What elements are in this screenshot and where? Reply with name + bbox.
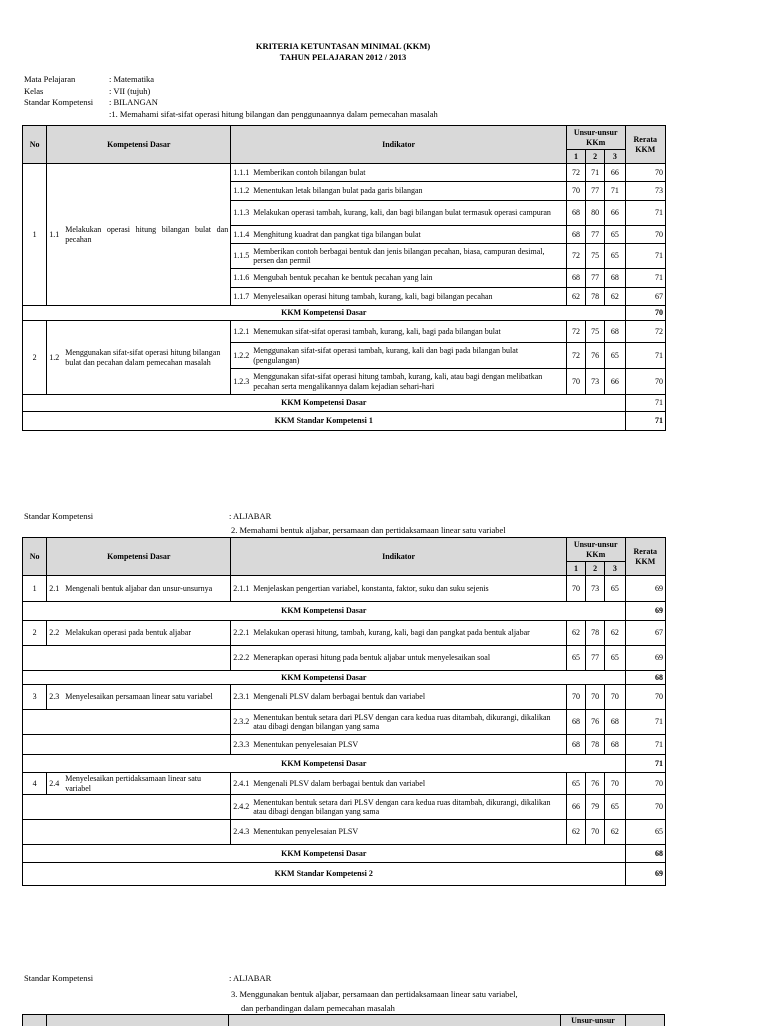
indikator-cell: 1.2.2 Menggunakan sifat-sifat operasi tambah, kurang, kali dan bagi pada bilangan bulat (pengulangan) xyxy=(231,343,567,369)
header-kd: Kompetensi Dasar xyxy=(47,538,231,576)
rerata-cell: 70 xyxy=(625,685,665,710)
u2-cell: 78 xyxy=(586,288,605,306)
header-no: No xyxy=(23,126,47,164)
indikator-cell: 1.1.2 Menentukan letak bilangan bulat pada garis bilangan xyxy=(231,182,567,201)
kd-cell: 2.2 Melakukan operasi pada bentuk aljabar xyxy=(47,621,231,646)
kkm-kd-value: 71 xyxy=(625,755,665,773)
header-indikator: Indikator xyxy=(231,126,567,164)
kd-empty-cell xyxy=(23,735,231,755)
kd-empty-cell xyxy=(23,646,231,671)
table-row xyxy=(23,773,666,795)
kd-cell: 2.4 Menyelesaikan pertidaksamaan linear satu variabel xyxy=(47,773,231,795)
kkm-kd-row xyxy=(23,306,666,321)
indikator-cell: 2.2.1 Melakukan operasi hitung, tambah, kurang, kali, bagi dan pangkat pada bentuk aljabar xyxy=(231,621,567,646)
u3-cell: 68 xyxy=(605,735,625,755)
header-u3: 3 xyxy=(605,562,625,576)
indikator-cell: 1.1.1 Memberikan contoh bilangan bulat xyxy=(231,164,567,182)
u1-cell: 62 xyxy=(566,820,585,845)
indikator-cell: 1.2.1 Menemukan sifat-sifat operasi tambah, kurang, kali, bagi pada bilangan bulat xyxy=(231,321,567,343)
u3-cell: 68 xyxy=(605,321,625,343)
u2-cell: 78 xyxy=(586,735,605,755)
rerata-cell: 70 xyxy=(625,773,665,795)
table-row xyxy=(23,795,666,820)
u3-cell: 62 xyxy=(605,288,625,306)
rerata-cell: 67 xyxy=(625,621,665,646)
rerata-cell: 67 xyxy=(625,288,665,306)
u3-cell: 65 xyxy=(605,244,625,269)
table-row xyxy=(23,735,666,755)
rerata-cell: 71 xyxy=(625,710,665,735)
kd-empty-cell xyxy=(23,710,231,735)
sk2-label: Standar Kompetensi xyxy=(24,511,94,521)
header-indikator: Indikator xyxy=(231,538,567,576)
u1-cell: 68 xyxy=(566,735,585,755)
info-standar-kompetensi: Standar Kompetensi : BILANGAN xyxy=(24,97,158,107)
kkm-kd-value: 71 xyxy=(625,395,665,412)
kkm-table-1 xyxy=(22,125,666,431)
u3-cell: 70 xyxy=(605,685,625,710)
u2-cell: 76 xyxy=(586,343,605,369)
table-row xyxy=(23,820,666,845)
kkm-sk-value: 71 xyxy=(625,412,665,431)
rerata-cell: 71 xyxy=(625,735,665,755)
indikator-cell: 1.1.5 Memberikan contoh berbagai bentuk dan jenis bilangan pecahan, biasa, campuran desimal, persen dan permil xyxy=(231,244,567,269)
info-mata-pelajaran: Mata Pelajaran : Matematika xyxy=(24,74,155,84)
kkm-kd-row xyxy=(23,845,666,863)
u1-cell: 72 xyxy=(566,164,585,182)
kd-empty-cell xyxy=(23,795,231,820)
info-kelas: Kelas : VII (tujuh) xyxy=(24,86,151,96)
header-no: No xyxy=(23,538,47,576)
u2-cell: 71 xyxy=(586,164,605,182)
indikator-cell: 1.1.3 Melakukan operasi tambah, kurang, kali, dan bagi bilangan bulat termasuk operasi campuran xyxy=(231,201,567,226)
header-u1: 1 xyxy=(566,150,585,164)
u1-cell: 66 xyxy=(566,795,585,820)
kd-cell: 2.1 Mengenali bentuk aljabar dan unsur-unsurnya xyxy=(47,576,231,602)
u3-cell: 70 xyxy=(605,773,625,795)
header-kd: Kompetensi Dasar xyxy=(47,126,231,164)
u3-cell: 65 xyxy=(605,795,625,820)
kkm-kd-value: 70 xyxy=(625,306,665,321)
indikator-cell: 2.4.2 Menentukan bentuk setara dari PLSV dengan cara kedua ruas ditambah, dikurangi, dikalikan atau dibagi dengan bilangan yang sama xyxy=(231,795,567,820)
u1-cell: 70 xyxy=(566,685,585,710)
u2-cell: 75 xyxy=(586,321,605,343)
u3-cell: 65 xyxy=(605,646,625,671)
u2-cell: 70 xyxy=(586,685,605,710)
rerata-cell: 70 xyxy=(625,795,665,820)
indikator-cell: 2.2.2 Menerapkan operasi hitung pada bentuk aljabar untuk menyelesaikan soal xyxy=(231,646,567,671)
u2-cell: 78 xyxy=(586,621,605,646)
indikator-cell: 1.1.6 Mengubah bentuk pecahan ke bentuk pecahan yang lain xyxy=(231,269,567,288)
table-row xyxy=(23,621,666,646)
u3-cell: 71 xyxy=(605,182,625,201)
u2-cell: 75 xyxy=(586,244,605,269)
u2-cell: 77 xyxy=(586,269,605,288)
kkm-sk-row xyxy=(23,863,666,886)
rerata-cell: 71 xyxy=(625,343,665,369)
u1-cell: 62 xyxy=(566,288,585,306)
u2-cell: 77 xyxy=(586,182,605,201)
indikator-cell: 1.2.3 Menggunakan sifat-sifat operasi hitung tambah, kurang, kali, atau bagi dengan melibatkan pecahan serta mengalikannya dalam kejadian sehari-hari xyxy=(231,369,567,395)
table-row xyxy=(23,685,666,710)
u3-cell: 66 xyxy=(605,201,625,226)
header-u1: 1 xyxy=(566,562,585,576)
table-row xyxy=(23,576,666,602)
kkm-kd-value: 68 xyxy=(625,671,665,685)
u2-cell: 76 xyxy=(586,710,605,735)
sk3-label: Standar Kompetensi xyxy=(24,973,94,983)
kkm-kd-row xyxy=(23,671,666,685)
u1-cell: 72 xyxy=(566,244,585,269)
kkm-kd-label: KKM Kompetensi Dasar xyxy=(23,671,626,685)
rerata-cell: 72 xyxy=(625,321,665,343)
u2-cell: 77 xyxy=(586,226,605,244)
header-u2: 2 xyxy=(586,562,605,576)
header-unsur: Unsur-unsur KKm xyxy=(566,538,625,562)
u3-cell: 65 xyxy=(605,576,625,602)
indikator-cell: 2.3.1 Mengenali PLSV dalam berbagai bentuk dan variabel xyxy=(231,685,567,710)
sk3-value: : ALJABAR xyxy=(229,973,272,983)
u1-cell: 68 xyxy=(566,710,585,735)
u1-cell: 70 xyxy=(566,576,585,602)
kkm-kd-label: KKM Kompetensi Dasar xyxy=(23,755,626,773)
doc-title: KRITERIA KETUNTASAN MINIMAL (KKM) xyxy=(255,41,431,51)
doc-subtitle: TAHUN PELAJARAN 2012 / 2013 xyxy=(279,52,407,62)
u2-cell: 73 xyxy=(586,369,605,395)
header-rerata: Rerata KKM xyxy=(625,538,665,576)
u1-cell: 72 xyxy=(566,321,585,343)
u3-cell: 62 xyxy=(605,820,625,845)
row-no: 1 xyxy=(23,164,47,306)
kd-empty-cell xyxy=(23,820,231,845)
row-no: 2 xyxy=(23,621,47,646)
u1-cell: 70 xyxy=(566,182,585,201)
rerata-cell: 71 xyxy=(625,269,665,288)
u2-cell: 76 xyxy=(586,773,605,795)
row-no: 1 xyxy=(23,576,47,602)
table-row xyxy=(23,164,666,182)
header-unsur: Unsur-unsur KKm xyxy=(566,126,625,150)
info-sk-desc: :1. Memahami sifat-sifat operasi hitung bilangan dan penggunaannya dalam pemecahan masalah xyxy=(109,109,438,119)
indikator-cell: 2.1.1 Menjelaskan pengertian variabel, konstanta, faktor, suku dan suku sejenis xyxy=(231,576,567,602)
table-row xyxy=(23,710,666,735)
indikator-cell: 1.1.7 Menyelesaikan operasi hitung tambah, kurang, kali, bagi bilangan pecahan xyxy=(231,288,567,306)
kkm-kd-row xyxy=(23,602,666,621)
kkm-kd-label: KKM Kompetensi Dasar xyxy=(23,845,626,863)
u3-cell: 68 xyxy=(605,710,625,735)
header-unsur-partial: Unsur-unsur xyxy=(571,1016,615,1025)
u3-cell: 65 xyxy=(605,226,625,244)
kkm-sk-label: KKM Standar Kompetensi 2 xyxy=(23,863,626,886)
rerata-cell: 69 xyxy=(625,646,665,671)
rerata-cell: 71 xyxy=(625,201,665,226)
kkm-kd-label: KKM Kompetensi Dasar xyxy=(23,602,626,621)
table-row xyxy=(23,646,666,671)
indikator-cell: 1.1.4 Menghitung kuadrat dan pangkat tiga bilangan bulat xyxy=(231,226,567,244)
kkm-kd-row xyxy=(23,755,666,773)
header-u3: 3 xyxy=(605,150,625,164)
u2-cell: 73 xyxy=(586,576,605,602)
u1-cell: 62 xyxy=(566,621,585,646)
u2-cell: 70 xyxy=(586,820,605,845)
kkm-kd-row xyxy=(23,395,666,412)
u3-cell: 66 xyxy=(605,369,625,395)
kd-cell: 1.1 Melakukan operasi hitung bilangan bulat dan pecahan xyxy=(47,164,231,306)
rerata-cell: 73 xyxy=(625,182,665,201)
rerata-cell: 71 xyxy=(625,244,665,269)
indikator-cell: 2.4.1 Mengenali PLSV dalam berbagai bentuk dan variabel xyxy=(231,773,567,795)
u1-cell: 65 xyxy=(566,773,585,795)
kkm-table-2 xyxy=(22,537,666,886)
indikator-cell: 2.4.3 Menentukan penyelesaian PLSV xyxy=(231,820,567,845)
header-u2: 2 xyxy=(586,150,605,164)
rerata-cell: 69 xyxy=(625,576,665,602)
kkm-kd-label: KKM Kompetensi Dasar xyxy=(23,306,626,321)
kkm-sk-value: 69 xyxy=(625,863,665,886)
rerata-cell: 70 xyxy=(625,369,665,395)
u1-cell: 65 xyxy=(566,646,585,671)
u1-cell: 72 xyxy=(566,343,585,369)
kd-cell: 1.2 Menggunakan sifat-sifat operasi hitung bilangan bulat dan pecahan dalam pemecahan masalah xyxy=(47,321,231,395)
rerata-cell: 70 xyxy=(625,226,665,244)
kkm-sk-row xyxy=(23,412,666,431)
u1-cell: 68 xyxy=(566,269,585,288)
u2-cell: 77 xyxy=(586,646,605,671)
kkm-kd-value: 68 xyxy=(625,845,665,863)
kd-cell: 2.3 Menyelesaikan persamaan linear satu variabel xyxy=(47,685,231,710)
u3-cell: 62 xyxy=(605,621,625,646)
rerata-cell: 70 xyxy=(625,164,665,182)
sk2-value: : ALJABAR xyxy=(229,511,272,521)
u3-cell: 66 xyxy=(605,164,625,182)
u3-cell: 65 xyxy=(605,343,625,369)
sk2-desc: 2. Memahami bentuk aljabar, persamaan dan pertidaksamaan linear satu variabel xyxy=(231,525,506,535)
kkm-kd-label: KKM Kompetensi Dasar xyxy=(23,395,626,412)
u2-cell: 80 xyxy=(586,201,605,226)
row-no: 3 xyxy=(23,685,47,710)
u1-cell: 70 xyxy=(566,369,585,395)
row-no: 4 xyxy=(23,773,47,795)
kkm-kd-value: 69 xyxy=(625,602,665,621)
sk3-desc-line1: 3. Menggunakan bentuk aljabar, persamaan dan pertidaksamaan linear satu variabel, xyxy=(231,989,518,999)
kkm-sk-label: KKM Standar Kompetensi 1 xyxy=(23,412,626,431)
sk3-desc-line2: dan perbandingan dalam pemecahan masalah xyxy=(241,1003,395,1013)
u3-cell: 68 xyxy=(605,269,625,288)
table-row xyxy=(23,321,666,343)
indikator-cell: 2.3.3 Menentukan penyelesaian PLSV xyxy=(231,735,567,755)
u1-cell: 68 xyxy=(566,201,585,226)
row-no: 2 xyxy=(23,321,47,395)
u2-cell: 79 xyxy=(586,795,605,820)
header-rerata: Rerata KKM xyxy=(625,126,665,164)
indikator-cell: 2.3.2 Menentukan bentuk setara dari PLSV dengan cara kedua ruas ditambah, dikurangi, dikalikan atau dibagi dengan bilangan yang sama xyxy=(231,710,567,735)
u1-cell: 68 xyxy=(566,226,585,244)
rerata-cell: 65 xyxy=(625,820,665,845)
kkm-table-3-partial xyxy=(22,1014,665,1026)
